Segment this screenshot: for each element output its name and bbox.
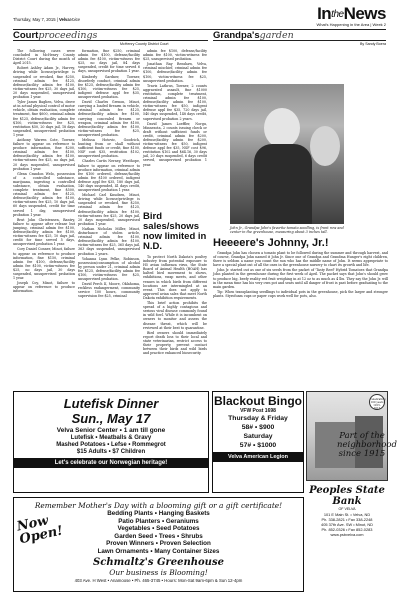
garden-article: Grandpa John has chosen a tomato plant to be followed during the summer and through harvest, and of course, Grandpa John named it John Jr. Since one of Grandpa and Grandma Hunger's eight children, there is seldom a name you count the sun who has the middle name of John. It seems appropriate to have a special plant out of all the ones in the greenhouse nursery to chart its growth and life. John Jr. started out as one of six seeds from the packet of 'Tasty Reef' Hybrid Tomatoes that Grandpa John planted in the greenhouse during the first week of April. The packet says that John's should grow to produce big, beefy reality red fruit weighing in at 12 oz to as much as 4 lbs. They say the John Jr. will in the mean time has his very own pot and seats until all danger of frost is past before graduating to the main garden. Tip: When transplanting seedlings to individual pots in the greenhouse, pick the larger and stronger plants. Styrofoam cups or paper cups work well for pots, also. xyxy=(213,251,388,298)
bird-article: To protect North Dakota's poultry industry from potential exposure to H5 avian influenza virus, the State Board of Animal Health (BOAH) has halted bird movement to shows, exhibitions, swap meets, and other venues in which birds from different locations are intermingled at an event. This does not apply to approved avian sales that meet North Dakota exhibition requirements. This brief action prohibits the spread of a highly contagious and serious viral disease commonly found in wild fowl. While it is incumbent on owners to monitor and assess the disease threat, which will be reviewed at their best to quarantine. Bird owners should immediately report death loss to their local and state veterinarian, restrict access to their property, prevent contact between their birds and wild birds and practice enhanced biosecurity. xyxy=(143,255,207,356)
blackout-bingo-ad xyxy=(212,391,304,493)
tomato-seedling-photo xyxy=(230,84,344,224)
greenhouse-address: 403 Ave. H West • Anamoose • Ph. 465-3745 • Hours: Mon-Sat 9am-6pm & Sun 12-4pm xyxy=(74,577,243,583)
bank-logo: Peoples State Bank xyxy=(309,485,385,507)
greenhouse-slogan: Our business is Blooming! xyxy=(109,567,208,577)
greenhouse-name: Schmaltz's Greenhouse xyxy=(93,556,224,568)
bingo-day-2: Saturday xyxy=(243,433,273,440)
garden-title: Grandpa'sgarden xyxy=(213,30,294,41)
bank-tagline: Part of the neighborhood since 1915 xyxy=(337,431,397,459)
court-rule xyxy=(13,40,208,41)
peoples-state-bank-ad xyxy=(306,483,388,592)
bird-headline: Bird sales/shows now limited in N.D. xyxy=(143,211,207,252)
lutefisk-menu-1: Lutefisk • Meatballs & Gravy xyxy=(70,435,152,441)
bingo-banner: Velva American Legion xyxy=(213,452,303,462)
centennial-badge: Celebrating 100 years 1915-2015 xyxy=(369,394,385,410)
court-column-2: formation, fine $250, criminal admin fee $100, defense/facility admin fee $100, victim-witness fee $25, no days jail, 84 days suspended, credit for time served 6 days, unsupervised probation 1 year. Kimberly Gardner, Towner, disorderly conduct, criminal admin fee $125, defense/facility admin fee $100, victim-witness fee $25, indigent defense appl fee $35, unsupervised probation. David Charles Grenon, Minot, carrying a loaded firearm in vehicle, criminal admin fee $125, defense/facility admin fee $100, carrying concealed firearm or weapon, criminal admin fee $100, defense/facility admin fee $100, victim-witness fee $25, unsupervised probation. Melissa Hotovic, Goodrich, hunting from or shall without sufficient funds or credit, fine $100, NSF cost $35, restitution $102, unsupervised probation. Charles Curtis Nerney, Westhope, failure to appear on reference to produce information, criminal admin fee $100 ordered, defense/facility admin fee $100 ordered, indigent defense appl fee $35, 180 days jail, 140 days suspended, 41 days credit, unsupervised probation 1 year. Michael Carl Knudsen, Minot, driving while license/privilege is suspended or revoked, fine $250, criminal admin fee $125, defense/facility admin fee $100, victim-witness fee $25, 20 days jail, 20 days suspended, unsupervised probation 1 year. Nathan Nicholas Miller, Minot, disturbance of stolen article, criminal admin fee $100, defense/facility admin fee $100, victim-witness fee $25, 365 days jail, 363 days suspended, unsupervised probation 2 years. Yohanna Lynn Pelke, Robinson, possession/consumption of alcohol by person under 21, criminal admin fee $125, defense/facility admin fee $100, victim-witness fee $25, unsupervised probation. David Perch II, Moore, Oklahoma, reckless endangerment, community service 100 hours, community supervision fee $25, criminal xyxy=(78,49,140,299)
masthead: IntheNews xyxy=(317,4,386,23)
lutefisk-title: Lutefisk Dinner xyxy=(63,396,159,411)
bank-address: 101 E Main St. • Velva, ND Ph. 338-2821 • Fax 338-2248 405 37th Ave. SW • Minot, ND Ph. 852-0326 • Fax 852-0283 www.psbvelva.com xyxy=(306,513,388,538)
list-item: Bedding Plants • Hanging Baskets xyxy=(107,510,210,517)
court-column-3: admin fee $100, defense/facility admin fee $100, victim-witness fee $25, unsupervised probation. Jonathan Ray Renshaw, Velva, criminal mischief, criminal admin fee $100, defense/facility admin fee $100, victim-witness fee $25, unsupervised probation. Travis Lathrus, Towner, 2 counts aggravated assault, fine $1000 restitution, complete treatment, criminal admin fee $100, defense/facility admin fee $100, victim-witness fee $50, indigent defense appl fee $35, 720 days jail, 540 days suspended, 148 days credit, supervised probation 2 years. David James Loeffler, Norgu, Minnesota, 2 counts issuing check or draft without sufficient funds or credit, criminal admin fee $200, defense/facility admin fee $200, victim-witness fee $50, indigent defense appl fee $35, NSF cost $96, restitution $102 and $64.16, 30 days jail, 20 days suspended, 6 days credit served, unsupervised probation 1 year. xyxy=(143,49,207,167)
garden-rule xyxy=(213,40,386,41)
schmaltz-greenhouse-ad xyxy=(13,497,304,592)
list-item: Vegetables • Seed Potatoes xyxy=(117,525,200,533)
list-item: Garden Seed • Trees • Shrubs xyxy=(114,532,203,540)
bingo-org: VFW Post 1698 xyxy=(240,408,276,414)
bingo-day-1: Thursday & Friday xyxy=(228,415,288,422)
seedling-leaves xyxy=(310,126,340,166)
court-title: Courtproceedings xyxy=(13,30,98,41)
lutefisk-date: Sun., May 17 xyxy=(71,411,151,426)
list-item: Patio Planters • Geraniums xyxy=(118,517,199,525)
list-item: Proven Winners • Proven Selection xyxy=(106,540,211,548)
garden-byline: By Sandy Boera xyxy=(360,42,386,46)
lutefisk-menu-2: Mashed Potatoes • Lefse • Rommegrot xyxy=(56,442,166,448)
issue-date: Thursday, May 7, 2015 | VelvaVoice xyxy=(13,17,80,22)
garden-headline: Heeeere's Johnny, Jr.! xyxy=(213,237,329,249)
list-item: Lawn Ornaments • Many Container Sizes xyxy=(97,547,220,555)
child-face xyxy=(264,108,300,148)
lutefisk-banner: Let's celebrate our Norwegian heritage! xyxy=(14,458,208,468)
bingo-amount-2: 57# • $1000 xyxy=(239,442,277,449)
bank-website: www.psbvelva.com xyxy=(330,531,364,537)
child-body xyxy=(254,144,312,224)
court-source: McHenry County District Court xyxy=(120,42,169,46)
bank-of: OF VELVA xyxy=(338,507,356,511)
now-open-label: Now Open! xyxy=(15,513,65,548)
court-column-1: The following cases were concluded in McHenry County District Court during the month of April 2015. Robert Ashley Adam Jr., Harvey, driving while license/privilege is suspended or revoked, fine $250, criminal admin fee $125, defense/facility admin fee $100, victim-witness fee $25, 30 days jail, 20 days suspended, unsupervised probation 1 year. Tyler James Baglien, Velva, drove at in actual physical control of motor vehicle, obtain evaluation, complete treatment, fine $600, criminal admin fee $125, defense/facility admin fee $100, victim-witness fee $25, restitution $50, 20 days jail, 18 days suspended, unsupervised probation 1 year. Anthony Warren Cote, Towner, failure to appear on reference to produce information, fine $200, criminal admin fee $100, defense/facility admin fee $100, victim-witness fee $25, no days jail, 20 days suspended, unsupervised probation 1 year. Glenn Crandon Welo, possession of a controlled substance, marijuana, ingesting a controlled substance, obtain evaluation, complete treatment, fine $500, criminal admin fee $125, defense/facility admin fee $100, victim-witness fee $25, 10 days jail, 60 days suspended, credit for time served 1 day, unsupervised probation 1 year. Brut John Christensen, Bantry, failure to appear after release but jumping, criminal admin fee $100, defense/facility admin fee $100, victim-witness fee $25, 10 days jail, credit for time served 5 days, unsupervised probation 1 year. Cory Daniel Conner, Minot, failure to appear on reference to produce information, fine $150, criminal admin fee $100, defense/facility admin fee $100, victim-witness fee $25, no days jail, 30 days suspended, unsupervised probation 1 year. Joseph Coy, Minot, failure to appear on reference to produce information. xyxy=(13,49,75,294)
lutefisk-price: $15 Adults • $7 Children xyxy=(76,449,146,455)
lutefisk-location: Velva Senior Center • 1 am till gone xyxy=(56,427,166,434)
mothers-day-line: Remember Mother's Day with a blooming gift or a gift certificate! xyxy=(34,501,283,510)
bingo-amount-1: 58# • $900 xyxy=(241,424,275,431)
bingo-title: Blackout Bingo xyxy=(213,394,302,408)
bank-history-photo xyxy=(306,391,397,481)
photo-caption: John Jr., Grandpa John's favorite tomato seedling, is front row and center in the greenhouse, measuring about 3 inches tall. xyxy=(230,226,344,234)
tagline: What's Happening in the Area | Week 2 xyxy=(316,22,386,27)
lutefisk-dinner-ad xyxy=(13,391,209,493)
